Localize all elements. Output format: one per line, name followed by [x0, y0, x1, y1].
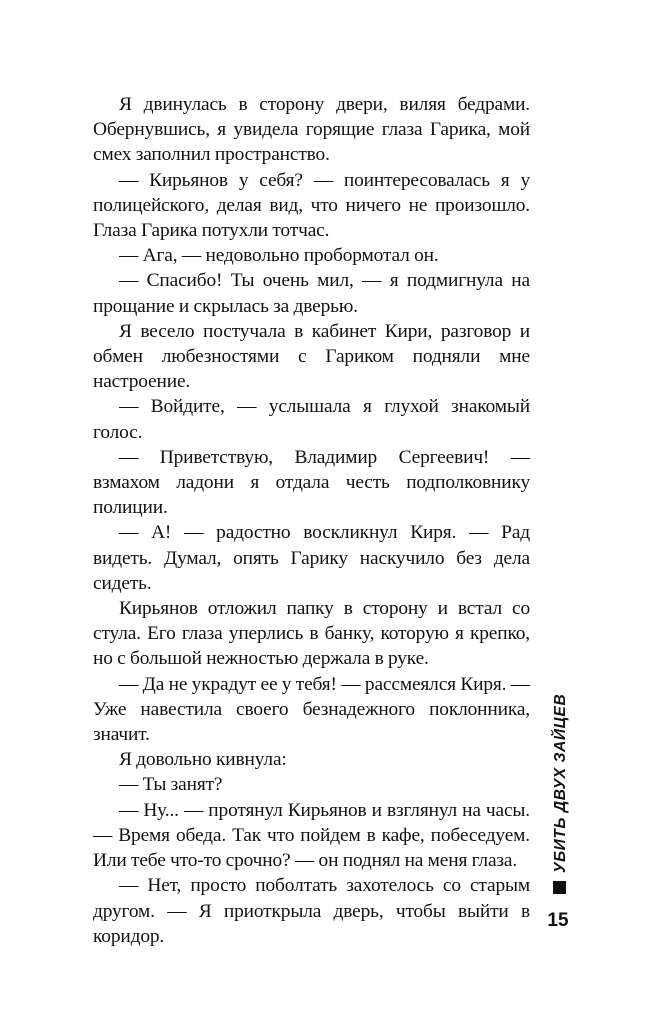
paragraph: — Спасибо! Ты очень мил, — я подмигнула на прощание и скрылась за дверью.: [93, 270, 530, 317]
paragraph: — Войдите, — услышала я глухой знакомый голос.: [93, 396, 530, 443]
paragraph: — Ну... — протянул Кирьянов и взглянул на часы. — Время обеда. Так что пойдем в кафе, побеседуем. Или тебе что-то срочно? — он поднял на меня глаза.: [93, 799, 530, 872]
paragraph: Я весело постучала в кабинет Кири, разговор и обмен любезностями с Гариком подняли мне настроение.: [93, 320, 530, 393]
paragraph: Я двинулась в сторону двери, виляя бедрами. Обернувшись, я увидела горящие глаза Гарика, мой смех заполнил пространство.: [93, 94, 530, 166]
paragraph: Кирьянов отложил папку в сторону и встал со стула. Его глаза уперлись в банку, которую я крепко, но с большой нежностью держала в руке.: [93, 598, 530, 670]
paragraph: — Нет, просто поболтать захотелось со старым другом. — Я приоткрыла дверь, чтобы выйти в коридор.: [93, 875, 530, 947]
paragraph: — Кирьянов у себя? — поинтересовалась я у полицейского, делая вид, что ничего не произошло. Глаза Гарика потухли тотчас.: [93, 169, 530, 242]
paragraph: — А! — радостно воскликнул Киря. — Рад видеть. Думал, опять Гарику наскучило без дела сидеть.: [93, 522, 530, 594]
paragraph: Я довольно кивнула:: [119, 749, 287, 771]
paragraph: — Ты занят?: [119, 774, 223, 796]
square-marker-icon: [553, 881, 566, 894]
paragraph: — Ага, — недовольно пробормотал он.: [119, 245, 439, 267]
running-title: УБИТЬ ДВУХ ЗАЙЦЕВ: [552, 693, 569, 873]
paragraph: — Да не украдут ее у тебя! — рассмеялся Киря. — Уже навестила своего безнадежного поклонника, значит.: [93, 673, 530, 746]
paragraph: — Приветствую, Владимир Сергеевич! — взмахом ладони я отдала честь подполковнику полиции.: [93, 446, 530, 519]
running-header-band: [541, 688, 571, 898]
body-text: [93, 92, 530, 949]
page-number: 15: [547, 910, 569, 931]
